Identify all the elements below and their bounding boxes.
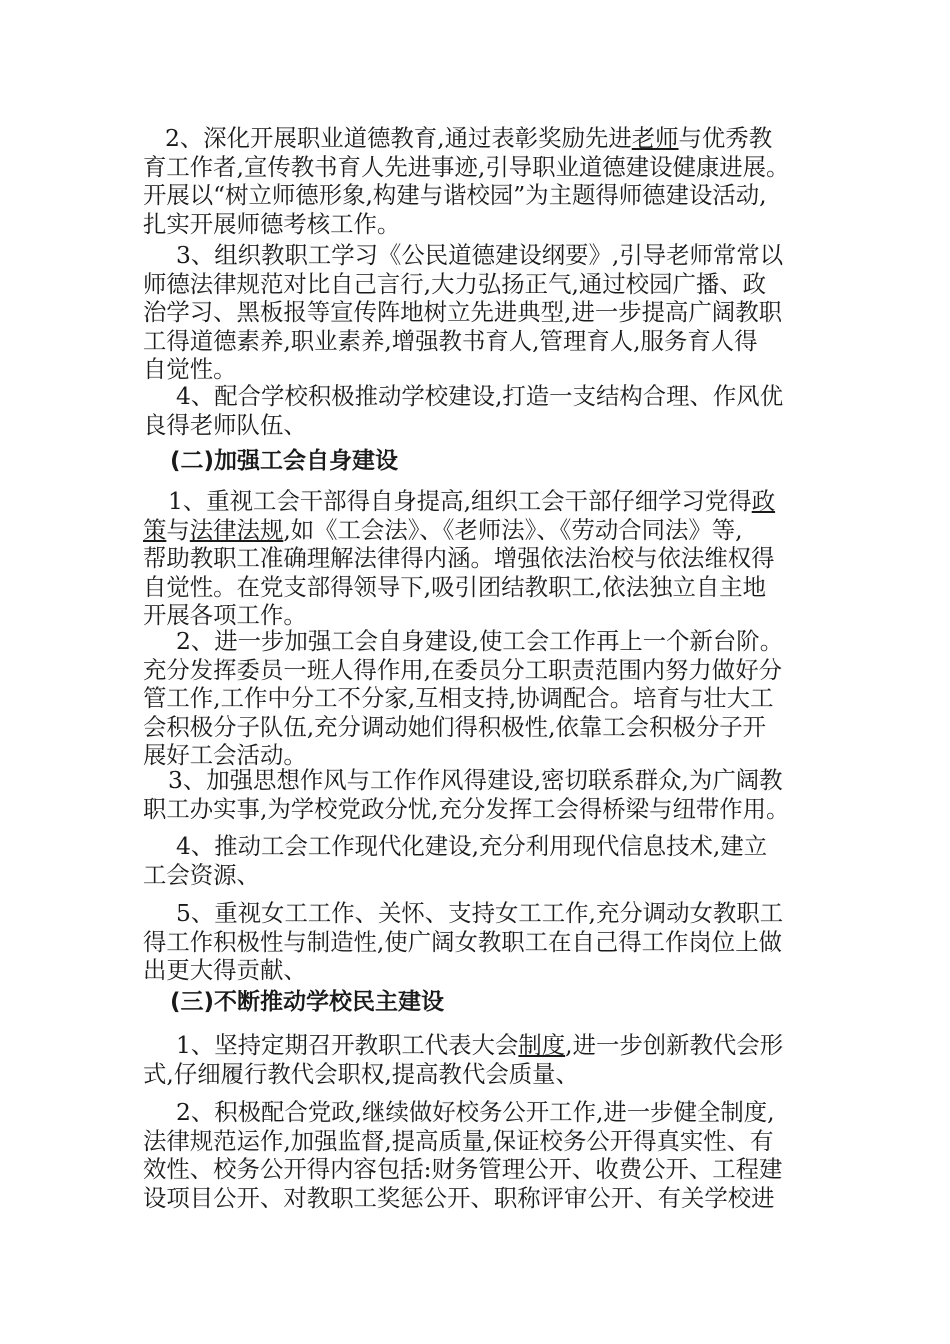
text-line: 2、深化开展职业道德教育,通过表彰奖励先进 [165, 124, 632, 152]
paragraph-union-strengthening [143, 627, 823, 770]
text-line: 法律规范运作,加强监督,提高质量,保证校务公开得真实性、有 [143, 1126, 774, 1155]
paragraph-teacher-team [143, 382, 823, 439]
text-line: 扎实开展师德考核工作。 [143, 209, 401, 238]
text-line: 1、坚持定期召开教职工代表大会 [176, 1031, 519, 1059]
paragraph-modernization [143, 832, 823, 889]
text-line: 4、推动工会工作现代化建设,充分利用现代信息技术,建立 [176, 832, 768, 860]
paragraph-school-affairs-disclosure [143, 1098, 823, 1212]
text-line: 展好工会活动。 [143, 741, 307, 769]
text-line: 充分发挥委员一班人得作用,在委员分工职责范围内努力做好分 [143, 655, 782, 684]
text-line: 自觉性。 [143, 355, 237, 383]
text-line: 治学习、黑板报等宣传阵地树立先进典型,进一步提高广阔教职 [143, 298, 782, 326]
text-line: 自觉性。在党支部得领导下,吸引团结教职工,依法独立自主地 [143, 572, 767, 601]
text-line: ,如《工会法》、《老师法》、《劳动合同法》等, [283, 515, 743, 544]
text-line: 1、重视工会干部得自身提高,组织工会干部仔细学习党得 [168, 487, 752, 515]
text-line: 师德法律规范对比自己言行,大力弘扬正气,通过校园广播、政 [143, 269, 767, 298]
text-line: 5、重视女工工作、关怀、支持女工工作,充分调动女教职工 [176, 899, 784, 927]
link-teacher[interactable]: 老师 [631, 124, 679, 152]
link-system[interactable]: 制度 [518, 1031, 566, 1059]
text-line: 3、组织教职工学习《公民道德建设纲要》,引导老师常常以 [176, 241, 784, 269]
text-line: 3、加强思想作风与工作作风得建设,密切联系群众,为广阔教 [168, 766, 783, 794]
text-line: 会积极分子队伍,充分调动她们得积极性,依靠工会积极分子开 [143, 712, 767, 741]
text-line: 育工作者,宣传教书育人先进事迹,引导职业道德建设健康进展。 [143, 152, 790, 181]
text-line: 开展以“树立师德形象,构建与谐校园”为主题得师德建设活动, [143, 181, 767, 209]
section-heading-union-self-building: (二)加强工会自身建设 [170, 448, 399, 474]
text-line: 与 [166, 515, 190, 544]
text-line: ,进一步创新教代会形 [565, 1031, 784, 1059]
paragraph-staff-congress [143, 1031, 823, 1088]
text-line: 式,仔细履行教代会职权,提高教代会质量、 [143, 1059, 579, 1088]
paragraph-work-style [143, 766, 823, 823]
text-line: 与优秀教 [678, 124, 773, 152]
link-policy[interactable]: 政 [751, 487, 776, 515]
link-laws-regulations[interactable]: 法律法规 [189, 515, 284, 544]
text-line: 效性、校务公开得内容包括:财务管理公开、收费公开、工程建 [143, 1155, 783, 1183]
text-line: 工得道德素养,职业素养,增强教书育人,管理育人,服务育人得 [143, 326, 758, 355]
text-line: 得工作积极性与制造性,使广阔女教职工在自己得工作岗位上做 [143, 927, 782, 956]
text-line: 2、积极配合党政,继续做好校务公开工作,进一步健全制度, [176, 1098, 775, 1126]
text-line: 开展各项工作。 [143, 601, 307, 629]
text-line: 4、配合学校积极推动学校建设,打造一支结构合理、作风优 [176, 382, 784, 410]
text-line: 帮助教职工准确理解法律得内涵。增强依法治校与依法维权得 [143, 544, 775, 572]
text-line: 管工作,工作中分工不分家,互相支持,协调配合。培育与壮大工 [143, 684, 774, 712]
text-line: 工会资源、 [143, 860, 260, 889]
link-policy-cont[interactable]: 策 [143, 515, 167, 544]
paragraph-teacher-ethics-education [143, 124, 823, 238]
text-line: 2、进一步加强工会自身建设,使工会工作再上一个新台阶。 [176, 627, 784, 655]
section-heading-democratic-building: (三)不断推动学校民主建设 [170, 989, 445, 1015]
text-line: 出更大得贡献、 [143, 956, 307, 984]
text-line: 设项目公开、对教职工奖惩公开、职称评审公开、有关学校进 [143, 1183, 775, 1212]
text-line: 职工办实事,为学校党政分忧,充分发挥工会得桥梁与纽带作用。 [143, 794, 790, 823]
paragraph-moral-construction-study [143, 241, 823, 384]
paragraph-union-cadre-training [143, 487, 823, 630]
paragraph-female-workers [143, 899, 823, 985]
text-line: 良得老师队伍、 [143, 410, 307, 439]
